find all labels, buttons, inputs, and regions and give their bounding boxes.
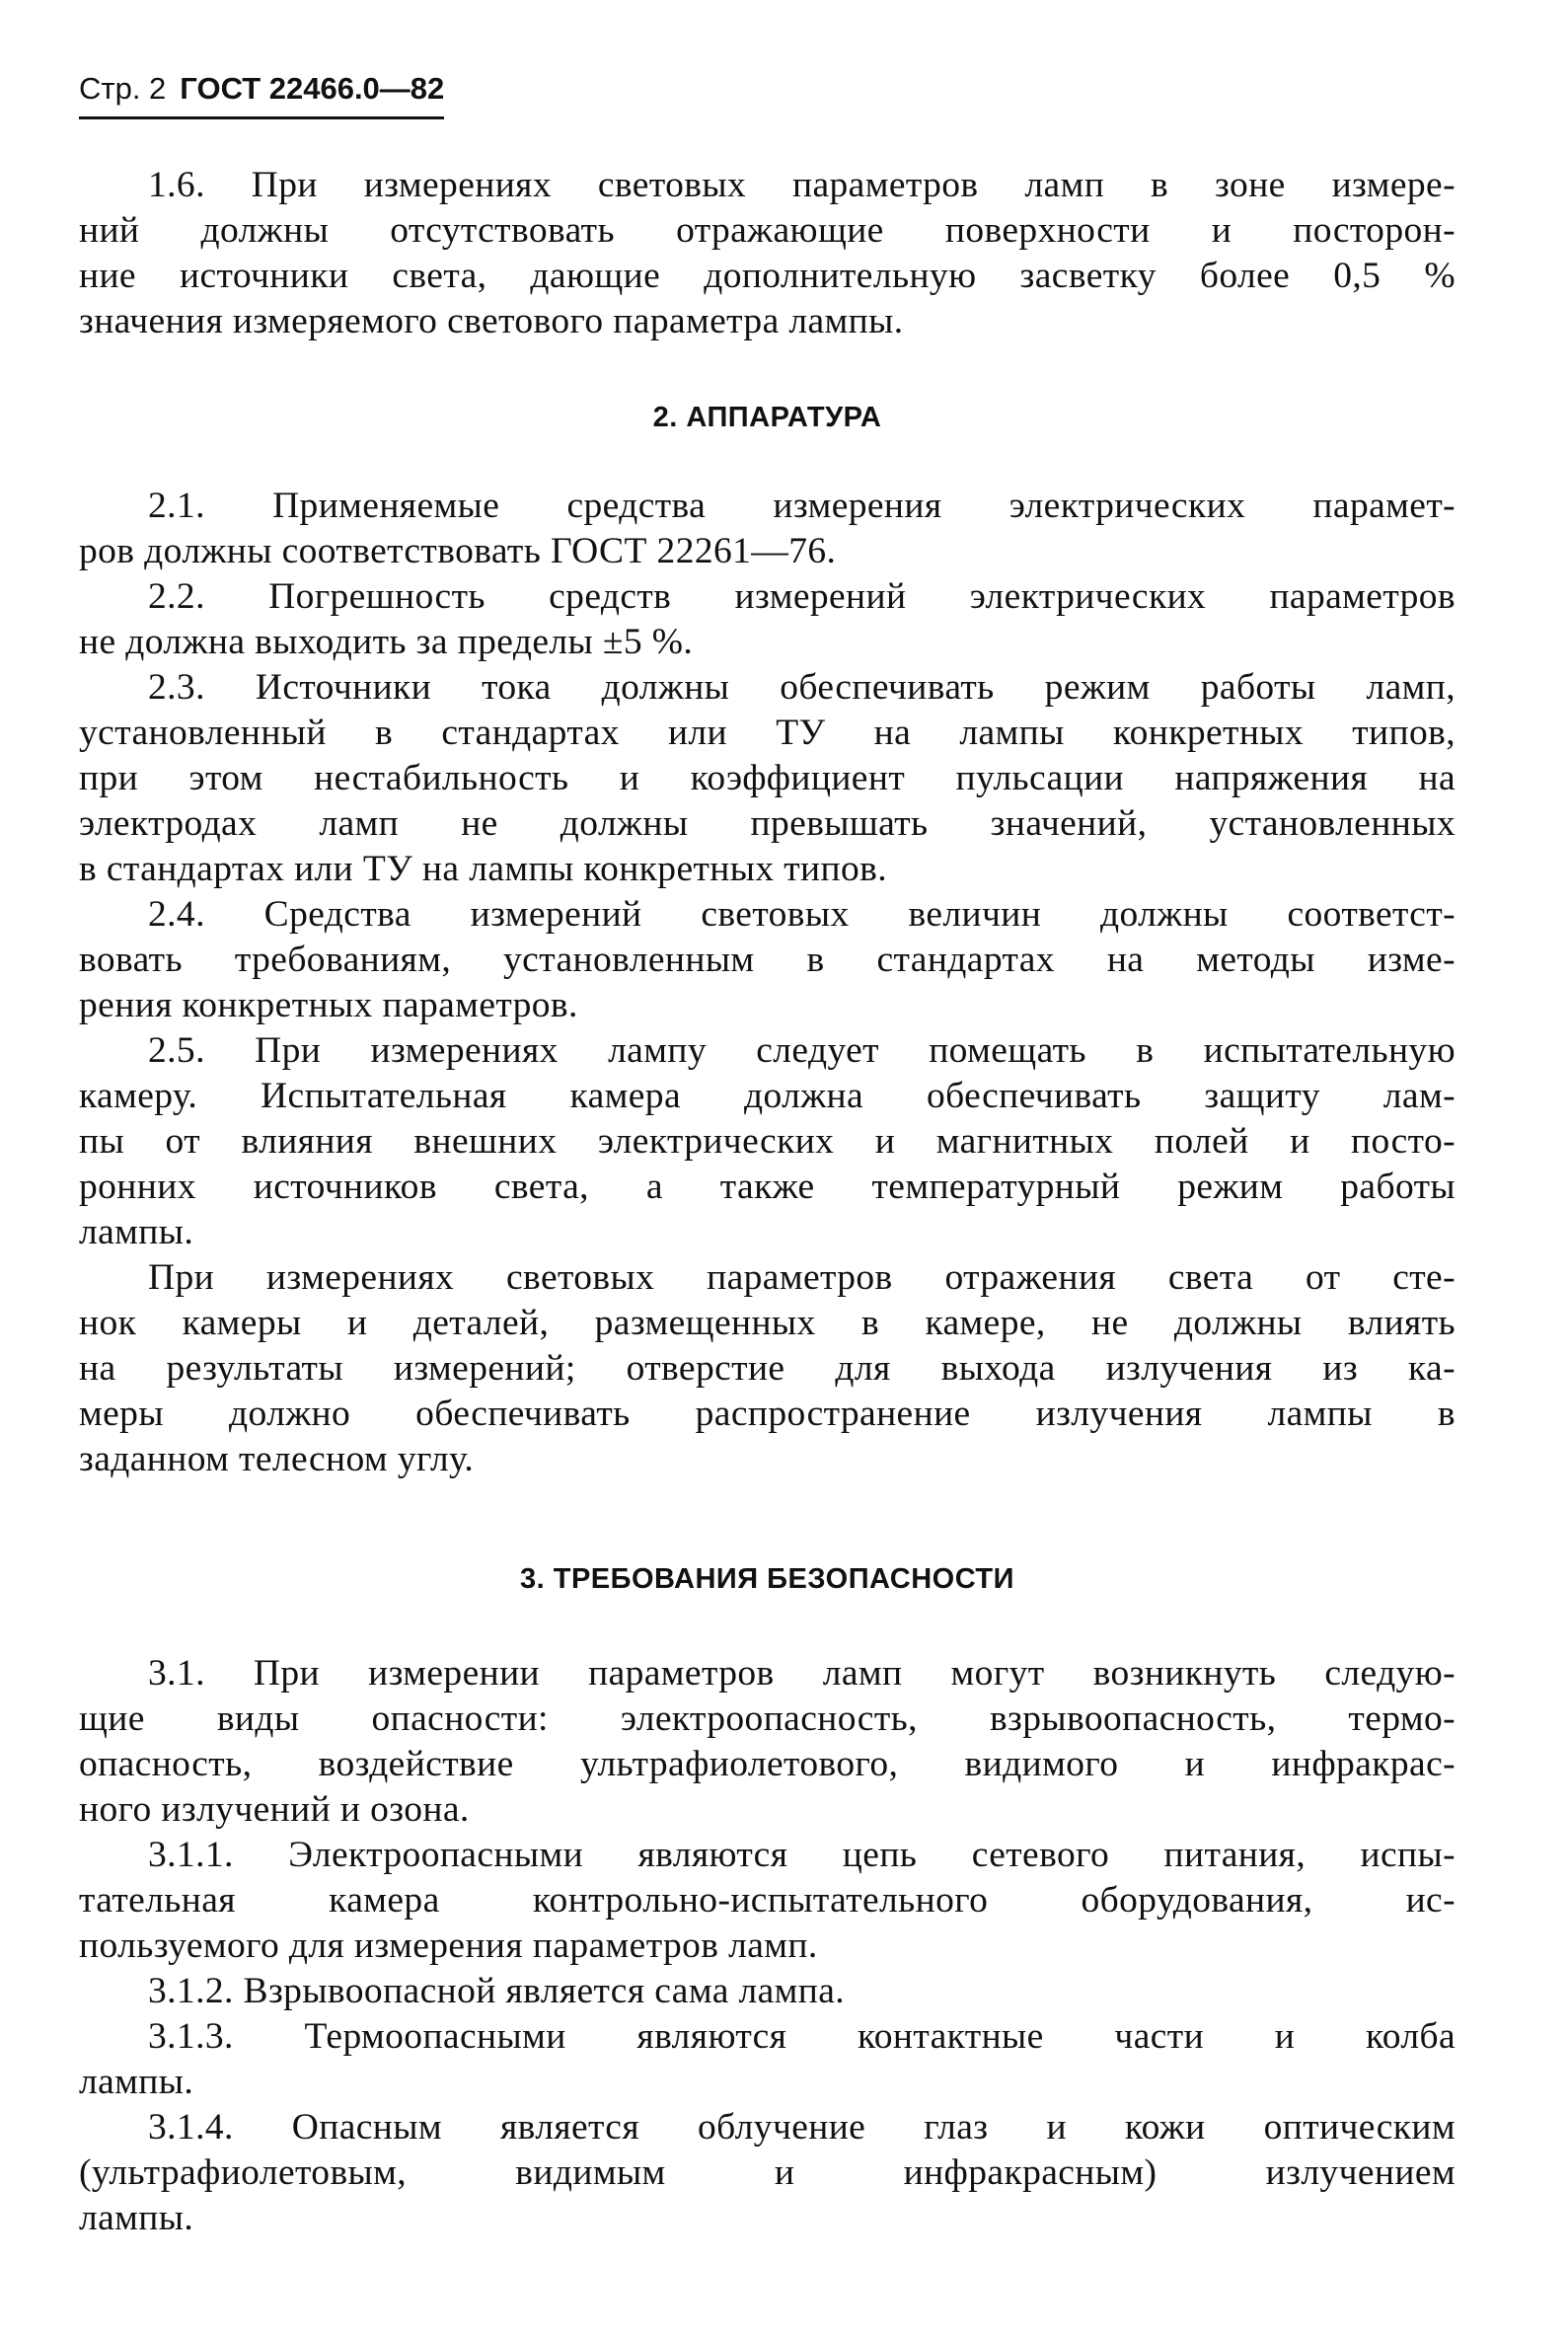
text-line: 2.4. Средства измерений световых величин должны соответст- <box>148 894 1456 935</box>
text-line: (ультрафиолетовым, видимым и инфракрасным) излучением <box>79 2152 1456 2193</box>
document-body <box>79 163 1456 2241</box>
text-line: вовать требованиям, установленным в стандартах на методы изме- <box>79 940 1456 980</box>
text-line: меры должно обеспечивать распространение излучения лампы в <box>79 1394 1456 1434</box>
text-line: ного излучений и озона. <box>79 1789 470 1830</box>
text-line: ний должны отсутствовать отражающие поверхности и посторон- <box>79 210 1456 251</box>
text-line: 2.2. Погрешность средств измерений электрических параметров <box>148 576 1456 617</box>
text-line: не должна выходить за пределы ±5 %. <box>79 622 694 662</box>
text-line: на результаты измерений; отверстие для выхода излучения из ка- <box>79 1348 1456 1389</box>
text-line: 3.1.3. Термоопасными являются контактные части и колба <box>148 2016 1456 2057</box>
text-line: значения измеряемого светового параметра лампы. <box>79 301 904 341</box>
running-header <box>79 69 444 119</box>
text-line: 3.1.1. Электроопасными являются цепь сетевого питания, испы- <box>148 1835 1456 1875</box>
paragraph-3-1-2 <box>79 1969 1456 2014</box>
text-line: 2.5. При измерениях лампу следует помещать в испытательную <box>148 1030 1456 1071</box>
text-line: установленный в стандартах или ТУ на лампы конкретных типов, <box>79 713 1456 753</box>
paragraph-3-1-4 <box>79 2105 1456 2241</box>
paragraph-2-5-continued <box>79 1255 1456 1482</box>
text-line: ров должны соответствовать ГОСТ 22261—76. <box>79 531 837 571</box>
text-line: электродах ламп не должны превышать значений, установленных <box>79 803 1456 844</box>
document-page <box>79 69 1456 2241</box>
paragraph-2-2 <box>79 574 1456 665</box>
text-line: лампы. <box>79 2062 194 2102</box>
text-line: ние источники света, дающие дополнительную засветку более 0,5 % <box>79 256 1456 296</box>
text-line: 1.6. При измерениях световых параметров ламп в зоне измере- <box>148 165 1456 205</box>
text-line: камеру. Испытательная камера должна обеспечивать защиту лам- <box>79 1076 1456 1116</box>
paragraph-2-3 <box>79 665 1456 892</box>
text-line: нок камеры и деталей, размещенных в камере, не должны влиять <box>79 1303 1456 1343</box>
section-heading-apparatus: 2. АППАРАТУРА <box>652 402 882 433</box>
text-line: пользуемого для измерения параметров ламп. <box>79 1925 818 1966</box>
text-line: При измерениях световых параметров отражения света от сте- <box>148 1257 1456 1298</box>
text-line: пы от влияния внешних электрических и магнитных полей и посто- <box>79 1121 1456 1162</box>
text-line: рения конкретных параметров. <box>79 985 578 1025</box>
section-heading-safety: 3. ТРЕБОВАНИЯ БЕЗОПАСНОСТИ <box>520 1563 1014 1595</box>
text-line: 3.1.4. Опасным является облучение глаз и кожи оптическим <box>148 2107 1456 2148</box>
paragraph-2-5 <box>79 1028 1456 1255</box>
text-line: 2.1. Применяемые средства измерения электрических парамет- <box>148 486 1456 526</box>
text-line: заданном телесном углу. <box>79 1439 475 1479</box>
paragraph-3-1-1 <box>79 1833 1456 1969</box>
paragraph-2-1 <box>79 484 1456 574</box>
text-line: ронних источников света, а также температурный режим работы <box>79 1167 1456 1207</box>
paragraph-3-1 <box>79 1651 1456 1833</box>
text-line: 3.1.2. Взрывоопасной является сама лампа. <box>148 1971 846 2011</box>
text-line: опасность, воздействие ультрафиолетового, видимого и инфракрас- <box>79 1744 1456 1784</box>
text-line: 3.1. При измерении параметров ламп могут возникнуть следую- <box>148 1653 1456 1694</box>
text-line: щие виды опасности: электроопасность, взрывоопасность, термо- <box>79 1698 1456 1739</box>
document-code: ГОСТ 22466.0—82 <box>180 71 445 106</box>
paragraph-2-4 <box>79 892 1456 1028</box>
page-number: Стр. 2 <box>79 71 167 106</box>
paragraph-1-6 <box>79 163 1456 344</box>
text-line: при этом нестабильность и коэффициент пульсации напряжения на <box>79 758 1456 798</box>
text-line: 2.3. Источники тока должны обеспечивать режим работы ламп, <box>148 667 1456 708</box>
paragraph-3-1-3 <box>79 2014 1456 2105</box>
text-line: тательная камера контрольно-испытательного оборудования, ис- <box>79 1880 1456 1921</box>
text-line: лампы. <box>79 2198 194 2238</box>
text-line: лампы. <box>79 1212 194 1252</box>
text-line: в стандартах или ТУ на лампы конкретных типов. <box>79 849 888 889</box>
